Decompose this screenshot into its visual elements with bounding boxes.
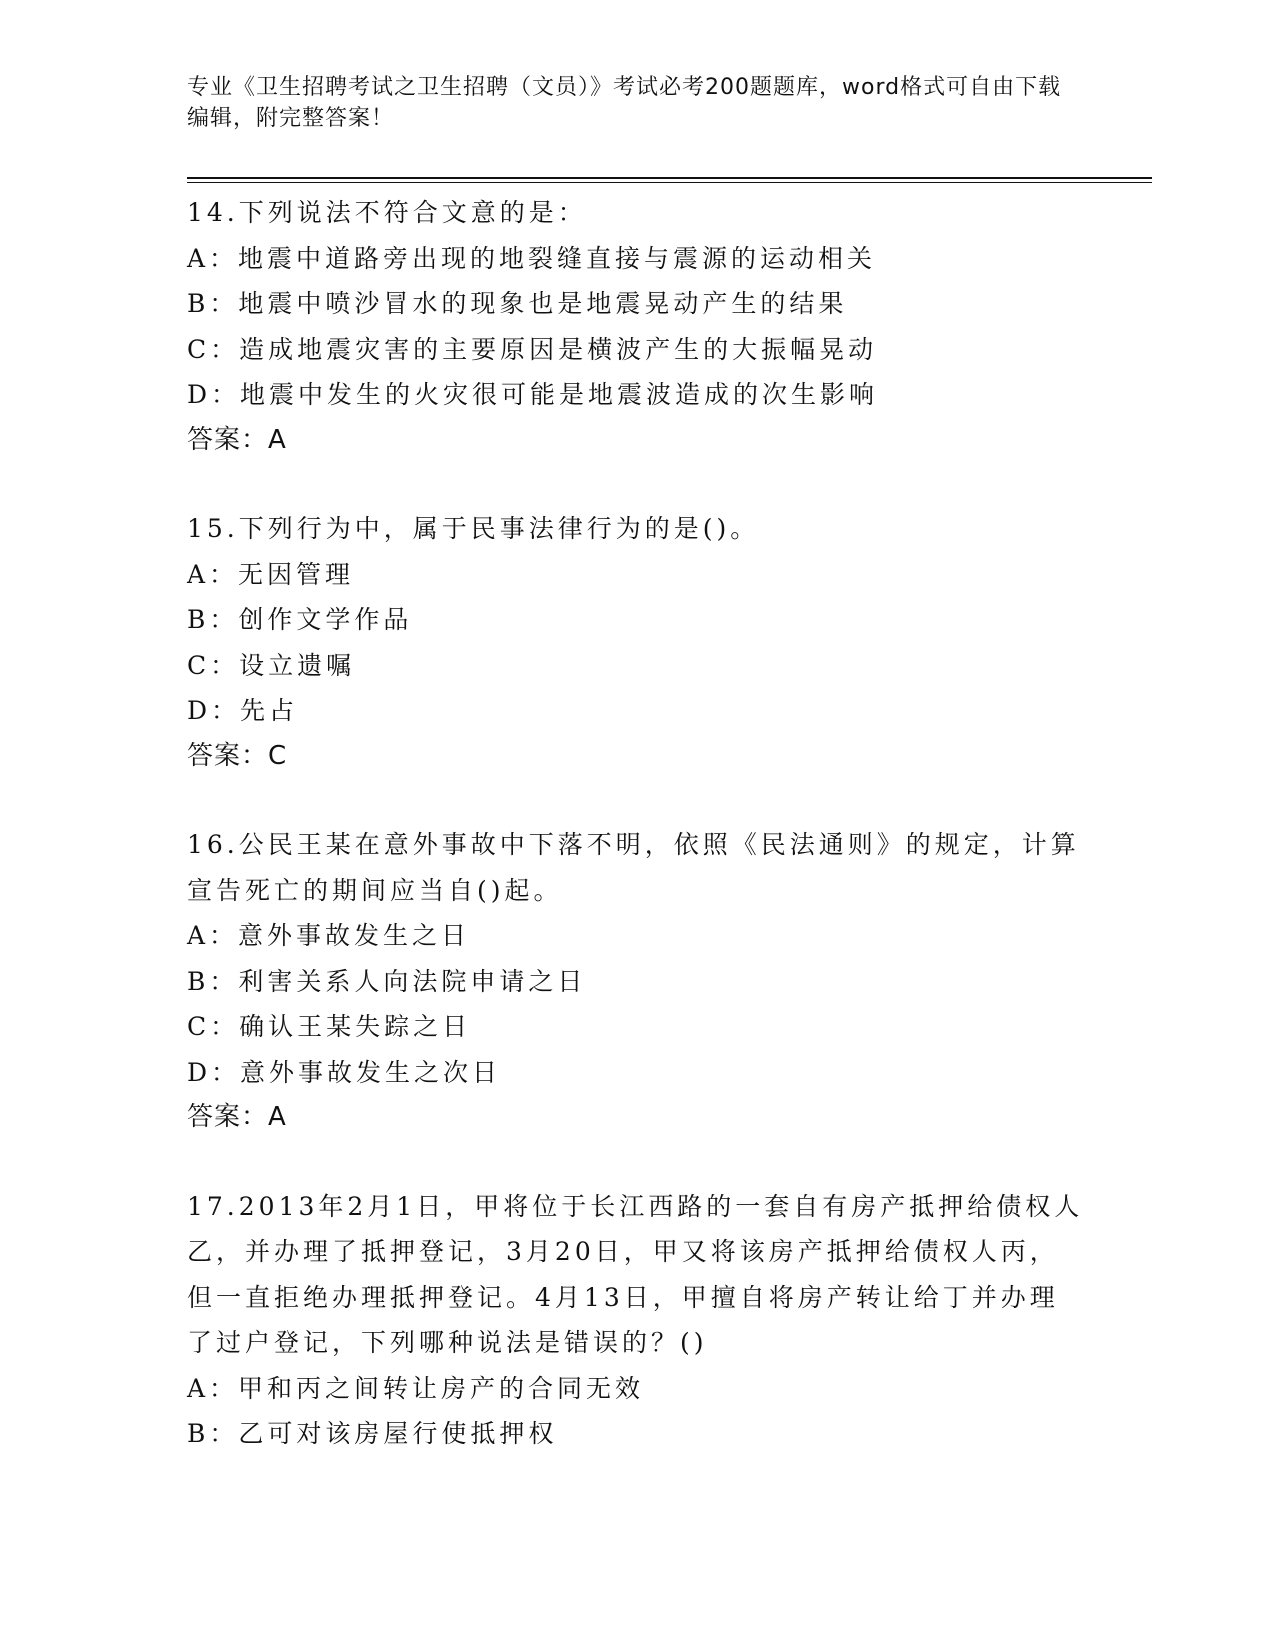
question-list [187,190,1087,1500]
document-header: 专业《卫生招聘考试之卫生招聘（文员）》考试必考200题题库，word格式可自由下载编辑，附完整答案！ [187,75,1062,131]
question-stem: 14.下列说法不符合文意的是： [187,198,587,227]
option-d: D：意外事故发生之次日 [187,1057,502,1087]
option-b: B：乙可对该房屋行使抵押权 [187,1419,558,1448]
question-stem: 16.公民王某在意外事故中下落不明，依照《民法通则》的规定，计算宣告死亡的期间应当自()起。 [187,830,1080,905]
question-stem: 17.2013年2月1日，甲将位于长江西路的一套自有房产抵押给债权人乙，并办理了抵押登记，3月20日，甲又将该房产抵押给债权人丙，但一直拒绝办理抵押登记。4月13日，甲擅自将房产转让给丁并办理了过户登记，下列哪种说法是错误的？() [187,1191,1084,1357]
option-a: A：无因管理 [187,559,355,589]
option-a: A：意外事故发生之日 [187,921,471,950]
answer: 答案：C [187,740,288,771]
option-b: B：创作文学作品 [187,605,413,634]
option-a: A：地震中道路旁出现的地裂缝直接与震源的运动相关 [187,243,877,273]
question-16 [187,822,1087,1141]
option-c: C：确认王某失踪之日 [187,1012,472,1041]
question-14 [187,190,1087,463]
option-d: D：先占 [187,696,299,725]
option-b: B：地震中喷沙冒水的现象也是地震晃动产生的结果 [187,289,848,318]
answer: 答案：A [187,424,287,455]
option-a: A：甲和丙之间转让房产的合同无效 [187,1373,645,1403]
option-d: D：地震中发生的火灾很可能是地震波造成的次生影响 [187,380,879,409]
option-b: B：利害关系人向法院申请之日 [187,966,587,996]
option-c: C：造成地震灾害的主要原因是横波产生的大振幅晃动 [187,334,878,364]
header-divider-thick [187,177,1152,179]
answer: 答案：A [187,1102,287,1132]
header-divider-thin [187,182,1152,183]
option-c: C：设立遗嘱 [187,650,356,680]
question-17 [187,1184,1087,1457]
question-stem: 15.下列行为中，属于民事法律行为的是()。 [187,514,760,543]
question-15 [187,506,1087,779]
